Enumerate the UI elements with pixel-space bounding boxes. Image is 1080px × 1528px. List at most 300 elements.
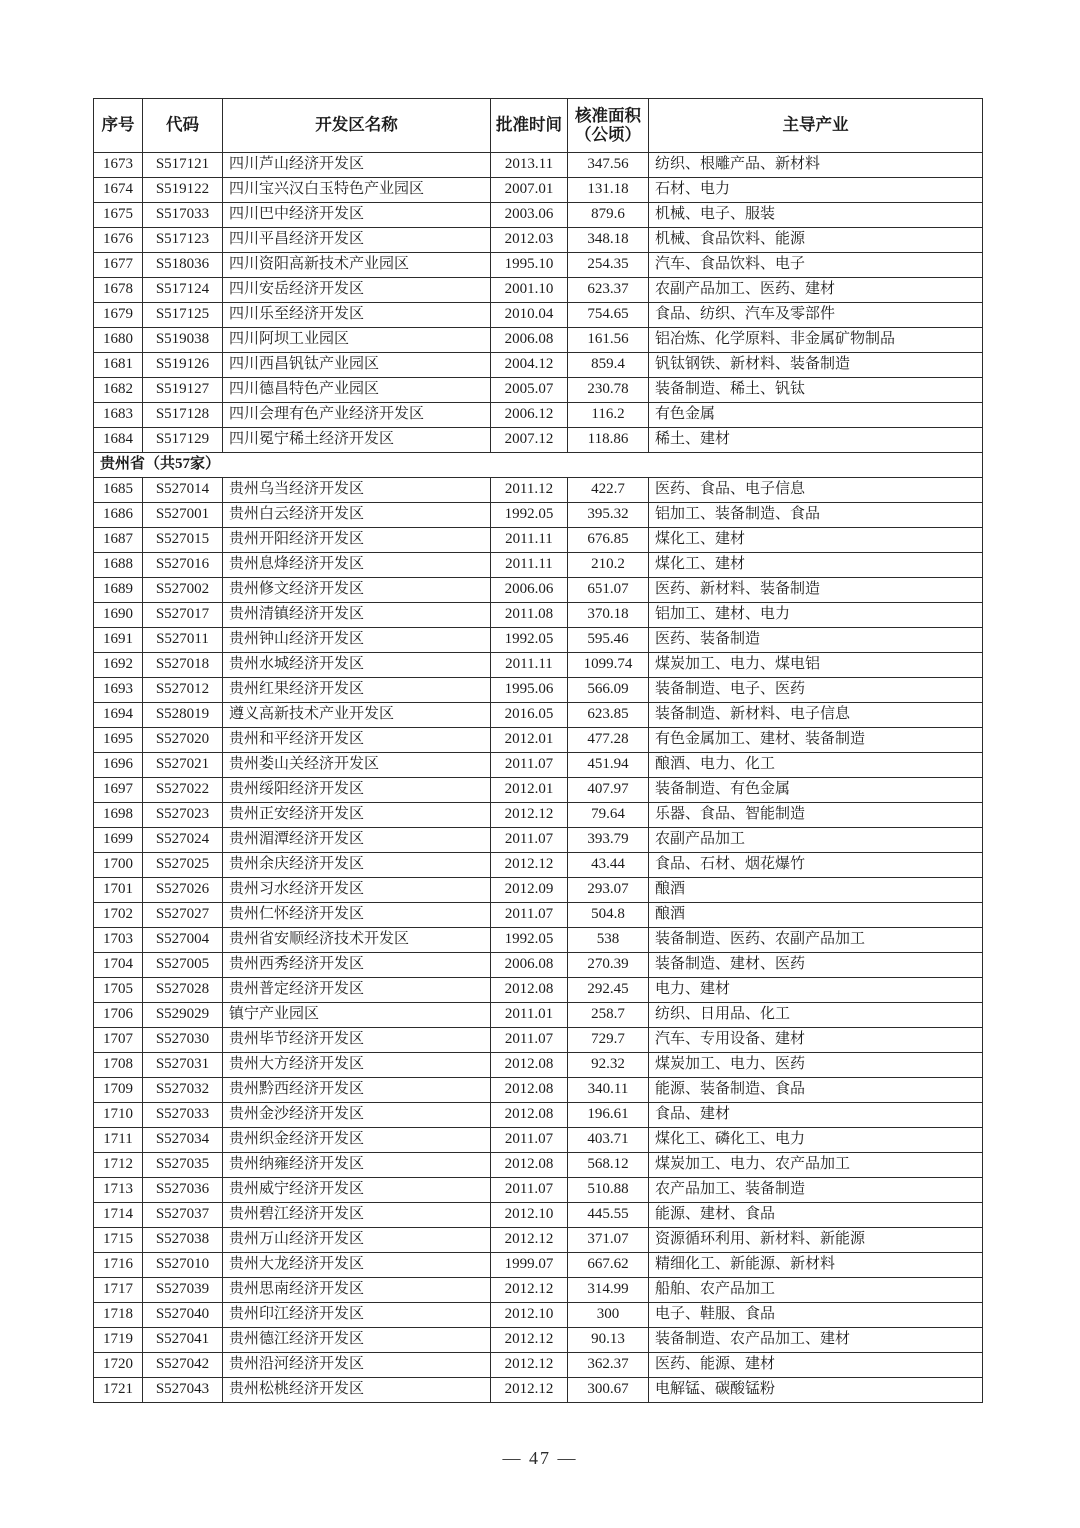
- cell-area: 510.88: [568, 1178, 649, 1203]
- cell-industries: 精细化工、新能源、新材料: [649, 1253, 983, 1278]
- cell-date: 2016.05: [491, 703, 568, 728]
- cell-name: 贵州白云经济开发区: [223, 503, 491, 528]
- cell-area: 293.07: [568, 878, 649, 903]
- cell-date: 1992.05: [491, 503, 568, 528]
- cell-no: 1716: [94, 1253, 143, 1278]
- cell-no: 1675: [94, 203, 143, 228]
- table-row: [94, 528, 983, 553]
- cell-date: 2012.12: [491, 1228, 568, 1253]
- cell-area: 90.13: [568, 1328, 649, 1353]
- cell-no: 1710: [94, 1103, 143, 1128]
- cell-industries: 石材、电力: [649, 178, 983, 203]
- cell-code: S527042: [143, 1353, 223, 1378]
- cell-name: 四川德昌特色产业园区: [223, 378, 491, 403]
- table-row: [94, 153, 983, 178]
- cell-code: S517129: [143, 428, 223, 453]
- cell-area: 504.8: [568, 903, 649, 928]
- table-row: [94, 353, 983, 378]
- table-row: [94, 878, 983, 903]
- cell-name: 贵州仁怀经济开发区: [223, 903, 491, 928]
- cell-industries: 船舶、农产品加工: [649, 1278, 983, 1303]
- table-row: [94, 1228, 983, 1253]
- cell-date: 2011.11: [491, 528, 568, 553]
- cell-area: 451.94: [568, 753, 649, 778]
- cell-code: S527037: [143, 1203, 223, 1228]
- table-row: [94, 278, 983, 303]
- cell-code: S527028: [143, 978, 223, 1003]
- table-row: [94, 728, 983, 753]
- cell-area: 403.71: [568, 1128, 649, 1153]
- cell-code: S527018: [143, 653, 223, 678]
- cell-industries: 医药、新材料、装备制造: [649, 578, 983, 603]
- cell-date: 2012.10: [491, 1303, 568, 1328]
- cell-area: 92.32: [568, 1053, 649, 1078]
- cell-code: S527038: [143, 1228, 223, 1253]
- table-row: [94, 653, 983, 678]
- cell-code: S519126: [143, 353, 223, 378]
- cell-industries: 电力、建材: [649, 978, 983, 1003]
- cell-name: 贵州正安经济开发区: [223, 803, 491, 828]
- cell-code: S527027: [143, 903, 223, 928]
- cell-code: S527040: [143, 1303, 223, 1328]
- cell-area: 131.18: [568, 178, 649, 203]
- cell-area: 292.45: [568, 978, 649, 1003]
- cell-code: S527023: [143, 803, 223, 828]
- cell-name: 四川资阳高新技术产业园区: [223, 253, 491, 278]
- cell-code: S527011: [143, 628, 223, 653]
- table-row: [94, 1278, 983, 1303]
- cell-industries: 煤化工、建材: [649, 528, 983, 553]
- cell-date: 2012.12: [491, 1353, 568, 1378]
- cell-code: S519038: [143, 328, 223, 353]
- cell-area: 340.11: [568, 1078, 649, 1103]
- cell-industries: 机械、食品饮料、能源: [649, 228, 983, 253]
- cell-industries: 医药、能源、建材: [649, 1353, 983, 1378]
- cell-date: 2012.12: [491, 1378, 568, 1403]
- cell-area: 230.78: [568, 378, 649, 403]
- cell-industries: 电解锰、碳酸锰粉: [649, 1378, 983, 1403]
- header-area: [568, 99, 649, 153]
- cell-code: S527010: [143, 1253, 223, 1278]
- cell-date: 2001.10: [491, 278, 568, 303]
- cell-industries: 纺织、根雕产品、新材料: [649, 153, 983, 178]
- cell-area: 445.55: [568, 1203, 649, 1228]
- cell-industries: 装备制造、电子、医药: [649, 678, 983, 703]
- cell-name: 贵州万山经济开发区: [223, 1228, 491, 1253]
- cell-industries: 乐器、食品、智能制造: [649, 803, 983, 828]
- cell-name: 四川阿坝工业园区: [223, 328, 491, 353]
- cell-area: 568.12: [568, 1153, 649, 1178]
- table-row: [94, 1328, 983, 1353]
- cell-no: 1708: [94, 1053, 143, 1078]
- table-row: [94, 428, 983, 453]
- cell-industries: 铝加工、装备制造、食品: [649, 503, 983, 528]
- cell-name: 四川乐至经济开发区: [223, 303, 491, 328]
- cell-industries: 资源循环利用、新材料、新能源: [649, 1228, 983, 1253]
- cell-industries: 食品、纺织、汽车及零部件: [649, 303, 983, 328]
- cell-name: 贵州思南经济开发区: [223, 1278, 491, 1303]
- cell-no: 1693: [94, 678, 143, 703]
- cell-date: 2012.01: [491, 778, 568, 803]
- cell-no: 1701: [94, 878, 143, 903]
- cell-name: 贵州和平经济开发区: [223, 728, 491, 753]
- header-code: 代码: [143, 99, 223, 153]
- cell-date: 2012.08: [491, 1103, 568, 1128]
- cell-area: 258.7: [568, 1003, 649, 1028]
- cell-name: 贵州松桃经济开发区: [223, 1378, 491, 1403]
- cell-industries: 煤化工、建材: [649, 553, 983, 578]
- cell-industries: 煤炭加工、电力、煤电铝: [649, 653, 983, 678]
- cell-industries: 装备制造、新材料、电子信息: [649, 703, 983, 728]
- table-row: [94, 178, 983, 203]
- header-date: 批准时间: [491, 99, 568, 153]
- table-row: [94, 378, 983, 403]
- cell-name: 贵州金沙经济开发区: [223, 1103, 491, 1128]
- cell-no: 1696: [94, 753, 143, 778]
- cell-code: S518036: [143, 253, 223, 278]
- cell-name: 四川宝兴汉白玉特色产业园区: [223, 178, 491, 203]
- header-area-line1: 核准面积: [575, 105, 641, 125]
- header-area-line2: （公顷）: [575, 124, 641, 144]
- table-row: [94, 1178, 983, 1203]
- cell-code: S527025: [143, 853, 223, 878]
- cell-area: 314.99: [568, 1278, 649, 1303]
- cell-no: 1700: [94, 853, 143, 878]
- table-row: [94, 778, 983, 803]
- cell-name: 贵州余庆经济开发区: [223, 853, 491, 878]
- cell-no: 1703: [94, 928, 143, 953]
- cell-name: 贵州钟山经济开发区: [223, 628, 491, 653]
- cell-date: 1999.07: [491, 1253, 568, 1278]
- cell-code: S527005: [143, 953, 223, 978]
- cell-no: 1683: [94, 403, 143, 428]
- cell-code: S527002: [143, 578, 223, 603]
- cell-code: S529029: [143, 1003, 223, 1028]
- table-row: [94, 1128, 983, 1153]
- cell-code: S527032: [143, 1078, 223, 1103]
- cell-code: S517125: [143, 303, 223, 328]
- cell-no: 1697: [94, 778, 143, 803]
- cell-no: 1707: [94, 1028, 143, 1053]
- table-row: [94, 753, 983, 778]
- cell-industries: 机械、电子、服装: [649, 203, 983, 228]
- cell-area: 623.37: [568, 278, 649, 303]
- cell-no: 1688: [94, 553, 143, 578]
- table-row: [94, 203, 983, 228]
- cell-date: 2012.08: [491, 1153, 568, 1178]
- cell-date: 2011.07: [491, 1128, 568, 1153]
- cell-name: 贵州黔西经济开发区: [223, 1078, 491, 1103]
- cell-date: 2011.07: [491, 828, 568, 853]
- cell-no: 1714: [94, 1203, 143, 1228]
- cell-code: S519122: [143, 178, 223, 203]
- table-row: [94, 303, 983, 328]
- cell-date: 1995.10: [491, 253, 568, 278]
- cell-industries: 医药、装备制造: [649, 628, 983, 653]
- cell-name: 贵州大方经济开发区: [223, 1053, 491, 1078]
- cell-name: 遵义高新技术产业开发区: [223, 703, 491, 728]
- cell-no: 1695: [94, 728, 143, 753]
- cell-date: 2004.12: [491, 353, 568, 378]
- cell-area: 370.18: [568, 603, 649, 628]
- cell-no: 1713: [94, 1178, 143, 1203]
- cell-no: 1685: [94, 478, 143, 503]
- cell-industries: 酿酒、电力、化工: [649, 753, 983, 778]
- cell-area: 566.09: [568, 678, 649, 703]
- table-row: [94, 603, 983, 628]
- cell-industries: 医药、食品、电子信息: [649, 478, 983, 503]
- table-row: [94, 1053, 983, 1078]
- cell-date: 2006.08: [491, 953, 568, 978]
- cell-area: 79.64: [568, 803, 649, 828]
- cell-name: 贵州水城经济开发区: [223, 653, 491, 678]
- cell-code: S527036: [143, 1178, 223, 1203]
- cell-code: S519127: [143, 378, 223, 403]
- cell-date: 2011.11: [491, 653, 568, 678]
- table-row: [94, 903, 983, 928]
- cell-name: 贵州清镇经济开发区: [223, 603, 491, 628]
- development-zone-table-wrap: [93, 98, 982, 1403]
- cell-area: 371.07: [568, 1228, 649, 1253]
- cell-code: S527034: [143, 1128, 223, 1153]
- cell-area: 477.28: [568, 728, 649, 753]
- cell-code: S527024: [143, 828, 223, 853]
- cell-no: 1681: [94, 353, 143, 378]
- cell-industries: 能源、装备制造、食品: [649, 1078, 983, 1103]
- table-row: [94, 228, 983, 253]
- cell-no: 1705: [94, 978, 143, 1003]
- cell-industries: 农产品加工、装备制造: [649, 1178, 983, 1203]
- section-row: [94, 453, 983, 478]
- cell-name: 贵州毕节经济开发区: [223, 1028, 491, 1053]
- cell-code: S527021: [143, 753, 223, 778]
- cell-name: 贵州习水经济开发区: [223, 878, 491, 903]
- cell-name: 四川安岳经济开发区: [223, 278, 491, 303]
- table-row: [94, 978, 983, 1003]
- development-zone-table: [93, 98, 983, 1403]
- cell-area: 879.6: [568, 203, 649, 228]
- cell-area: 300: [568, 1303, 649, 1328]
- cell-area: 270.39: [568, 953, 649, 978]
- table-row: [94, 478, 983, 503]
- table-row: [94, 503, 983, 528]
- cell-industries: 铝加工、建材、电力: [649, 603, 983, 628]
- cell-date: 2007.01: [491, 178, 568, 203]
- cell-industries: 装备制造、有色金属: [649, 778, 983, 803]
- cell-no: 1711: [94, 1128, 143, 1153]
- table-row: [94, 1253, 983, 1278]
- cell-no: 1720: [94, 1353, 143, 1378]
- cell-name: 四川巴中经济开发区: [223, 203, 491, 228]
- cell-no: 1691: [94, 628, 143, 653]
- cell-code: S517124: [143, 278, 223, 303]
- cell-industries: 装备制造、农产品加工、建材: [649, 1328, 983, 1353]
- table-row: [94, 1078, 983, 1103]
- cell-no: 1680: [94, 328, 143, 353]
- cell-date: 2012.09: [491, 878, 568, 903]
- cell-date: 2012.12: [491, 803, 568, 828]
- cell-code: S527031: [143, 1053, 223, 1078]
- cell-industries: 酿酒: [649, 903, 983, 928]
- cell-name: 贵州沿河经济开发区: [223, 1353, 491, 1378]
- cell-no: 1677: [94, 253, 143, 278]
- cell-date: 2011.07: [491, 903, 568, 928]
- cell-industries: 铝冶炼、化学原料、非金属矿物制品: [649, 328, 983, 353]
- cell-area: 161.56: [568, 328, 649, 353]
- table-row: [94, 1103, 983, 1128]
- table-row: [94, 928, 983, 953]
- cell-date: 2003.06: [491, 203, 568, 228]
- cell-date: 2005.07: [491, 378, 568, 403]
- cell-code: S527015: [143, 528, 223, 553]
- section-label: 贵州省（共57家）: [94, 453, 983, 478]
- cell-name: 四川冕宁稀土经济开发区: [223, 428, 491, 453]
- cell-name: 镇宁产业园区: [223, 1003, 491, 1028]
- cell-no: 1679: [94, 303, 143, 328]
- header-industries: 主导产业: [649, 99, 983, 153]
- header-name: 开发区名称: [223, 99, 491, 153]
- table-row: [94, 703, 983, 728]
- cell-date: 2006.06: [491, 578, 568, 603]
- cell-area: 118.86: [568, 428, 649, 453]
- cell-name: 贵州德江经济开发区: [223, 1328, 491, 1353]
- cell-name: 贵州省安顺经济技术开发区: [223, 928, 491, 953]
- table-row: [94, 578, 983, 603]
- cell-area: 362.37: [568, 1353, 649, 1378]
- cell-industries: 汽车、食品饮料、电子: [649, 253, 983, 278]
- cell-no: 1721: [94, 1378, 143, 1403]
- cell-date: 2011.07: [491, 753, 568, 778]
- cell-date: 2011.11: [491, 553, 568, 578]
- cell-date: 2012.10: [491, 1203, 568, 1228]
- cell-name: 贵州西秀经济开发区: [223, 953, 491, 978]
- cell-date: 2012.12: [491, 1328, 568, 1353]
- cell-area: 623.85: [568, 703, 649, 728]
- cell-industries: 有色金属加工、建材、装备制造: [649, 728, 983, 753]
- cell-no: 1712: [94, 1153, 143, 1178]
- table-row: [94, 1153, 983, 1178]
- cell-code: S527014: [143, 478, 223, 503]
- cell-date: 2012.12: [491, 853, 568, 878]
- table-row: [94, 1378, 983, 1403]
- cell-code: S527004: [143, 928, 223, 953]
- cell-name: 贵州碧江经济开发区: [223, 1203, 491, 1228]
- cell-industries: 能源、建材、食品: [649, 1203, 983, 1228]
- cell-name: 四川西昌钒钛产业园区: [223, 353, 491, 378]
- cell-area: 254.35: [568, 253, 649, 278]
- cell-date: 2012.08: [491, 1053, 568, 1078]
- cell-no: 1689: [94, 578, 143, 603]
- cell-area: 651.07: [568, 578, 649, 603]
- cell-date: 2011.07: [491, 1178, 568, 1203]
- table-body: [94, 153, 983, 1403]
- cell-area: 729.7: [568, 1028, 649, 1053]
- cell-date: 2011.08: [491, 603, 568, 628]
- cell-industries: 农副产品加工、医药、建材: [649, 278, 983, 303]
- cell-date: 1992.05: [491, 928, 568, 953]
- cell-industries: 有色金属: [649, 403, 983, 428]
- cell-industries: 装备制造、稀土、钒钛: [649, 378, 983, 403]
- cell-industries: 食品、石材、烟花爆竹: [649, 853, 983, 878]
- cell-area: 538: [568, 928, 649, 953]
- cell-industries: 装备制造、医药、农副产品加工: [649, 928, 983, 953]
- cell-name: 四川会理有色产业经济开发区: [223, 403, 491, 428]
- cell-no: 1676: [94, 228, 143, 253]
- cell-no: 1715: [94, 1228, 143, 1253]
- table-row: [94, 1003, 983, 1028]
- cell-area: 300.67: [568, 1378, 649, 1403]
- cell-date: 2013.11: [491, 153, 568, 178]
- cell-code: S517123: [143, 228, 223, 253]
- cell-code: S517128: [143, 403, 223, 428]
- cell-name: 贵州红果经济开发区: [223, 678, 491, 703]
- cell-area: 859.4: [568, 353, 649, 378]
- cell-area: 348.18: [568, 228, 649, 253]
- cell-no: 1673: [94, 153, 143, 178]
- cell-code: S527041: [143, 1328, 223, 1353]
- cell-no: 1684: [94, 428, 143, 453]
- cell-code: S527022: [143, 778, 223, 803]
- cell-area: 43.44: [568, 853, 649, 878]
- cell-date: 2011.01: [491, 1003, 568, 1028]
- cell-code: S527026: [143, 878, 223, 903]
- table-row: [94, 1353, 983, 1378]
- cell-no: 1699: [94, 828, 143, 853]
- cell-no: 1706: [94, 1003, 143, 1028]
- cell-industries: 食品、建材: [649, 1103, 983, 1128]
- table-row: [94, 328, 983, 353]
- table-row: [94, 553, 983, 578]
- cell-code: S527001: [143, 503, 223, 528]
- cell-no: 1678: [94, 278, 143, 303]
- cell-no: 1674: [94, 178, 143, 203]
- table-row: [94, 828, 983, 853]
- cell-industries: 装备制造、建材、医药: [649, 953, 983, 978]
- cell-area: 595.46: [568, 628, 649, 653]
- table-header: [94, 99, 983, 153]
- cell-no: 1682: [94, 378, 143, 403]
- cell-area: 422.7: [568, 478, 649, 503]
- cell-no: 1719: [94, 1328, 143, 1353]
- cell-no: 1704: [94, 953, 143, 978]
- cell-industries: 钒钛钢铁、新材料、装备制造: [649, 353, 983, 378]
- cell-name: 贵州印江经济开发区: [223, 1303, 491, 1328]
- cell-code: S517033: [143, 203, 223, 228]
- cell-industries: 煤炭加工、电力、医药: [649, 1053, 983, 1078]
- cell-code: S527017: [143, 603, 223, 628]
- cell-area: 676.85: [568, 528, 649, 553]
- cell-area: 407.97: [568, 778, 649, 803]
- cell-area: 196.61: [568, 1103, 649, 1128]
- table-row: [94, 853, 983, 878]
- cell-name: 贵州纳雍经济开发区: [223, 1153, 491, 1178]
- cell-code: S528019: [143, 703, 223, 728]
- cell-date: 1992.05: [491, 628, 568, 653]
- table-row: [94, 678, 983, 703]
- cell-date: 2007.12: [491, 428, 568, 453]
- cell-area: 116.2: [568, 403, 649, 428]
- table-row: [94, 628, 983, 653]
- cell-industries: 煤化工、磷化工、电力: [649, 1128, 983, 1153]
- cell-date: 2012.08: [491, 1078, 568, 1103]
- cell-industries: 农副产品加工: [649, 828, 983, 853]
- cell-area: 210.2: [568, 553, 649, 578]
- cell-name: 贵州息烽经济开发区: [223, 553, 491, 578]
- cell-code: S517121: [143, 153, 223, 178]
- page-number: — 47 —: [502, 1448, 578, 1468]
- table-row: [94, 1303, 983, 1328]
- cell-name: 贵州绥阳经济开发区: [223, 778, 491, 803]
